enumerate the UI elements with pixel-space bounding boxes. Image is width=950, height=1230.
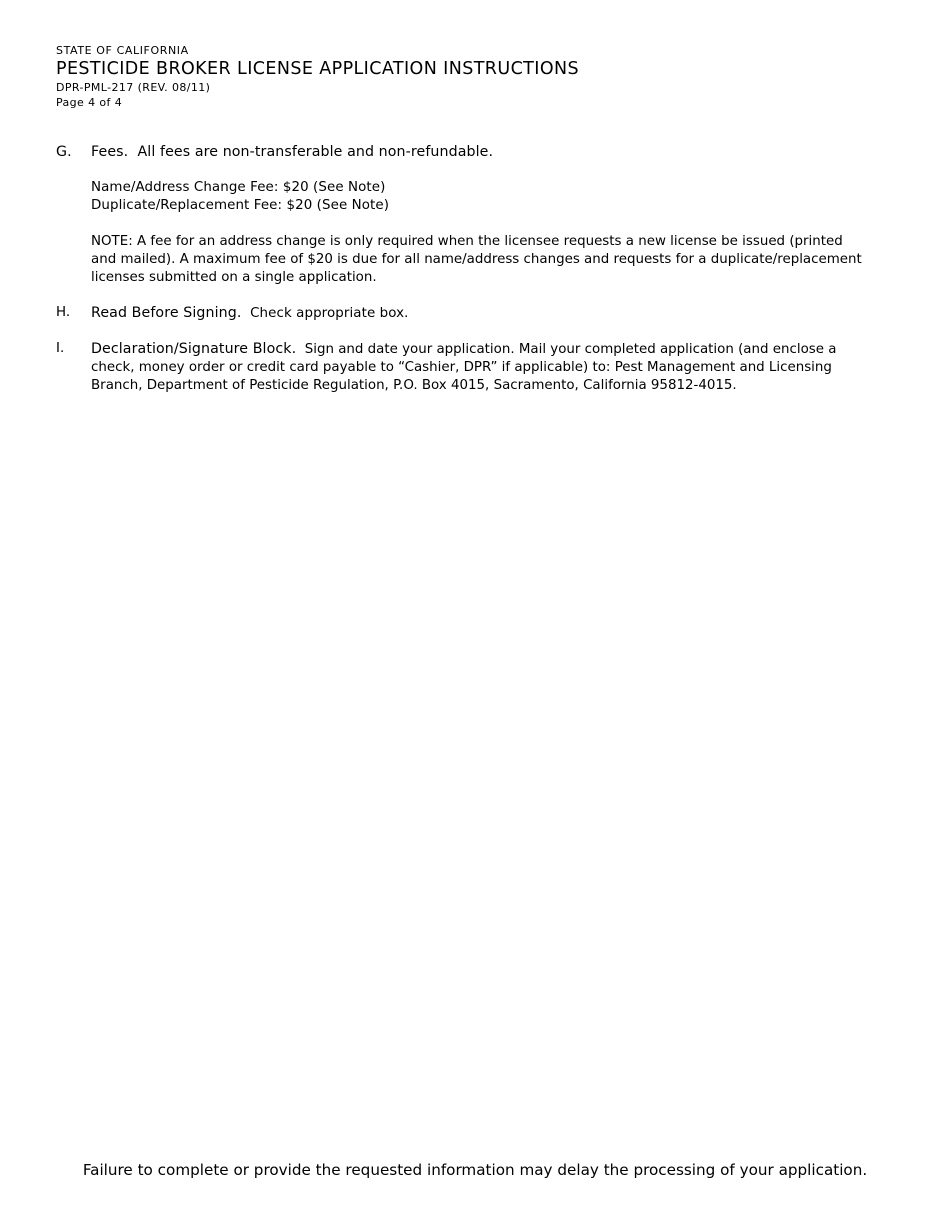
state-label: STATE OF CALIFORNIA [56,44,189,57]
section-heading: Read Before Signing. [91,305,242,321]
form-number: DPR-PML-217 (REV. 08/11) [56,81,211,94]
page-title: PESTICIDE BROKER LICENSE APPLICATION INSTRUCTIONS [56,59,580,79]
fee-list [91,179,886,215]
fee-item: Name/Address Change Fee: $20 (See Note) [91,180,386,195]
page-number: Page 4 of 4 [56,96,123,109]
section-heading-text: All fees are non-transferable and non-refundable. [137,144,494,160]
section-heading: Declaration/Signature Block. [91,341,297,357]
section-heading-line [91,143,886,161]
section-heading-line [91,304,886,323]
section-g-fees [56,143,886,287]
section-h-read-before-signing [56,304,886,323]
section-text-line: check, money order or credit card payable to “Cashier, DPR” if applicable) to: Pest Management and Licensing [91,360,832,375]
fee-note [91,233,886,287]
section-letter: H. [56,305,71,320]
section-text-line: Branch, Department of Pesticide Regulation, P.O. Box 4015, Sacramento, California 95812-4015. [91,378,737,393]
section-i-declaration [56,340,886,395]
section-heading: Fees. [91,144,129,160]
section-text: Check appropriate box. [250,306,409,321]
section-heading-line [91,340,886,359]
note-line: and mailed). A maximum fee of $20 is due for all name/address changes and requests for a duplicate/replacement [91,252,862,267]
note-line: licenses submitted on a single application. [91,270,377,285]
footer-notice: Failure to complete or provide the requested information may delay the processing of your application. [82,1161,868,1179]
fee-item: Duplicate/Replacement Fee: $20 (See Note) [91,198,390,213]
section-text-line: Sign and date your application. Mail your completed application (and enclose a [304,342,837,357]
note-line: NOTE: A fee for an address change is only required when the licensee requests a new license be issued (printed [91,234,843,249]
section-letter: I. [56,341,65,356]
document-header [56,44,876,110]
section-letter: G. [56,144,72,160]
